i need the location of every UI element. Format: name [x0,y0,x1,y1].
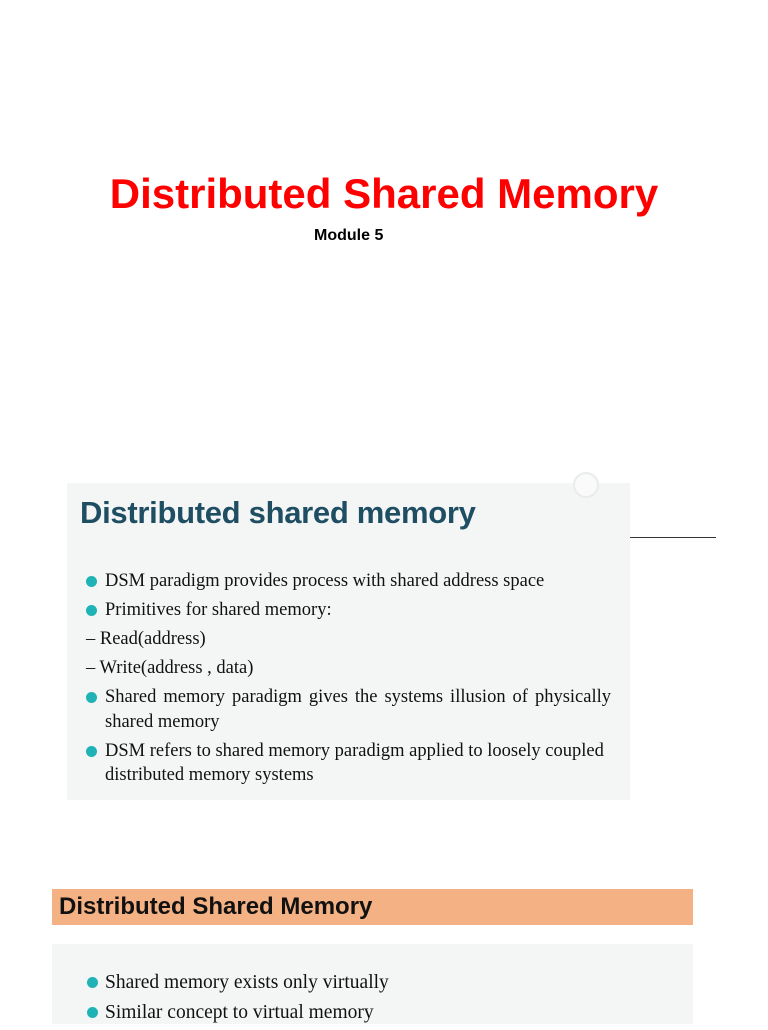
bullet-text: Shared memory exists only virtually [105,972,389,993]
bullet-item [86,598,611,623]
slide-dsm-overview [67,483,630,800]
bullet-item [86,685,611,734]
sub-item-text: – Write(address , data) [86,658,254,678]
sub-item [86,627,611,652]
bullet-text: DSM paradigm provides process with shared address space [105,571,545,591]
divider-line [630,537,716,538]
bullet-item [86,569,611,594]
bullet-dot-icon [86,746,97,757]
bullet-dot-icon [87,1007,98,1018]
banner-title: Distributed Shared Memory [59,893,373,920]
bullet-text: Similar concept to virtual memory [105,1002,374,1023]
bullet-dot-icon [86,605,97,616]
bullet-text: DSM refers to shared memory paradigm applied to loosely coupled distributed memory systems [105,740,604,785]
slide-heading: Distributed shared memory [80,495,476,530]
slide-corner-circle-icon [573,472,599,498]
bullet-dot-icon [86,692,97,703]
sub-item-text: – Read(address) [86,629,206,649]
document-title: Distributed Shared Memory [109,170,659,217]
bullet-dot-icon [87,977,98,988]
slide-bullet-list [86,569,611,792]
slide-bullet-list [87,970,687,1030]
bullet-item [87,1000,687,1026]
bullet-text: Primitives for shared memory: [105,600,332,620]
document-subtitle: Module 5 [314,227,384,244]
bullet-item [86,739,611,788]
slide-banner [52,889,693,925]
bullet-dot-icon [86,576,97,587]
sub-item [86,656,611,681]
bullet-text: Shared memory paradigm gives the systems illusion of physically shared memory [105,687,611,732]
slide-dsm-virtual [52,944,693,1024]
bullet-item [87,970,687,996]
